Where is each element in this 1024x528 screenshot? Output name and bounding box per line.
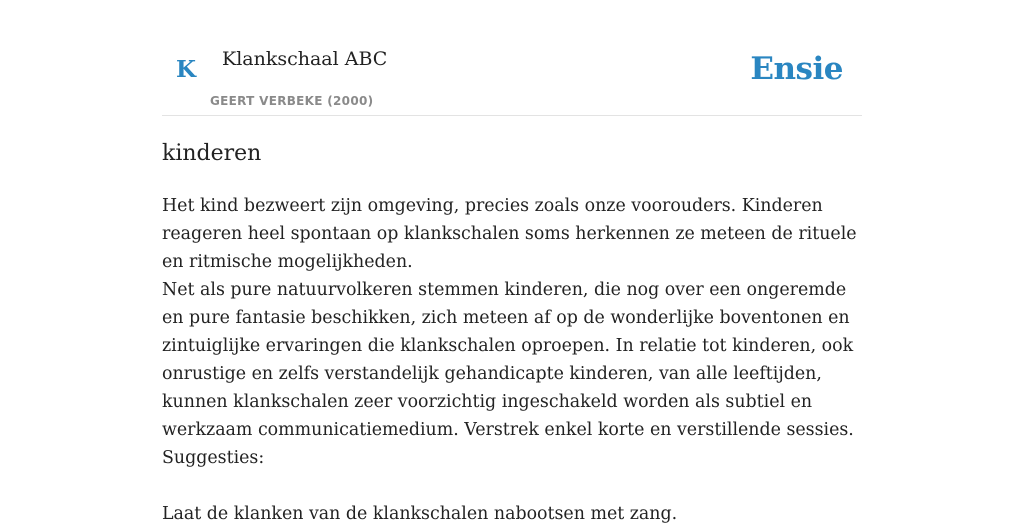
book-title[interactable]: Klankschaal ABC [222, 48, 388, 70]
entry-paragraph: Net als pure natuurvolkeren stemmen kinderen, die nog over een ongeremde en pure fantasie beschikken, zich meteen af op de wonderlijke boventonen en zintuiglijke ervaringen die klankschalen oproepen. In relatie tot kinderen, ook onrustige en zelfs verstandelijk gehandicapte kinderen, van alle leeftijden, kunnen klankschalen zeer voorzichtig ingeschakeld worden als subtiel en werkzaam communicatiemedium. Verstrek enkel korte en verstillende sessies. [162, 280, 854, 440]
brand-logo[interactable]: Ensie [750, 51, 843, 87]
header [162, 0, 862, 116]
entry-title: kinderen [162, 141, 262, 166]
book-logo[interactable]: K [176, 56, 196, 83]
entry-content [162, 138, 872, 528]
entry-paragraph: Laat de klanken van de klankschalen nabootsen met zang. [162, 504, 678, 524]
entry-paragraph: Suggesties: [162, 448, 265, 468]
entry-body [162, 192, 872, 528]
entry-paragraph: Het kind bezweert zijn omgeving, precies zoals onze voorouders. Kinderen reageren heel spontaan op klankschalen soms herkennen ze meteen de rituele en ritmische mogelijkheden. [162, 196, 857, 272]
paragraph-spacer [162, 472, 872, 500]
book-author: GEERT VERBEKE (2000) [210, 94, 374, 108]
